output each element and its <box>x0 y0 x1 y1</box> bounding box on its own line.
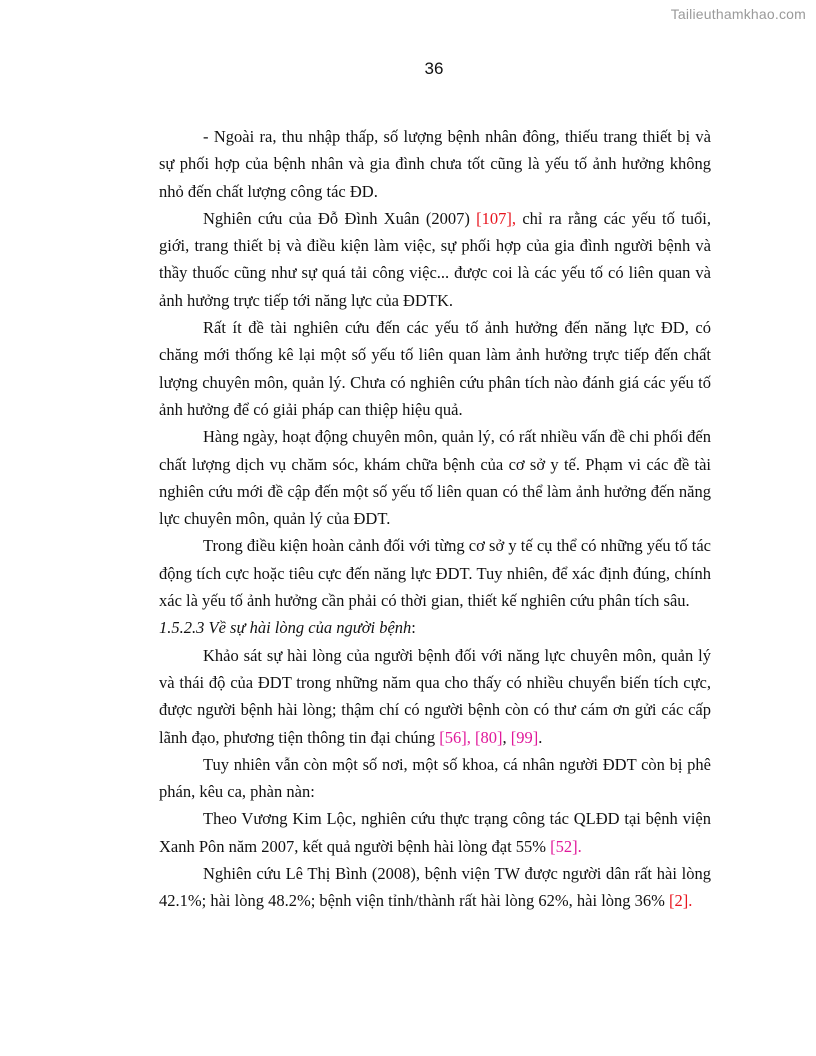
paragraph-text: Khảo sát sự hài lòng của người bệnh đối với năng lực chuyên môn, quản lý và thái độ của ĐDT trong những năm qua cho thấy có nhiều chuyển biến tích cực, được người bệnh hài lòng; thậm chí có người bệnh còn có thư cám ơn gửi các cấp lãnh đạo, phương tiện thông tin đại chúng <box>159 645 711 747</box>
paragraph <box>159 205 711 314</box>
section-heading-colon: : <box>411 618 416 638</box>
citation-link[interactable]: [52]. <box>550 836 582 856</box>
paragraph-text: Nghiên cứu Lê Thị Bình (2008), bệnh viện TW được người dân rất hài lòng 42.1%; hài lòng 48.2%; bệnh viện tỉnh/thành rất hài lòng 62%, hài lòng 36% <box>159 864 711 911</box>
citation-link[interactable]: [56] <box>439 727 467 747</box>
citation-link[interactable]: [80] <box>475 727 503 747</box>
section-heading-text: 1.5.2.3 Về sự hài lòng của người bệnh <box>159 618 412 638</box>
paragraph <box>159 642 711 751</box>
paragraph <box>159 805 711 860</box>
paragraph-text: Theo Vương Kim Lộc, nghiên cứu thực trạng công tác QLĐD tại bệnh viện Xanh Pôn năm 2007, kết quả người bệnh hài lòng đạt 55% <box>159 809 711 856</box>
paragraph: Tuy nhiên vẫn còn một số nơi, một số khoa, cá nhân người ĐDT còn bị phê phán, kêu ca, phàn nàn: <box>159 754 711 802</box>
paragraph-text: chỉ ra rằng các yếu tố tuổi, giới, trang thiết bị và điều kiện làm việc, sự phối hợp của gia đình người bệnh và thầy thuốc cũng như sự quá tải công việc... được coi là các yếu tố có liên quan và ảnh hưởng trực tiếp tới năng lực của ĐDTK. <box>159 208 711 310</box>
paragraph: Rất ít đề tài nghiên cứu đến các yếu tố ảnh hưởng đến năng lực ĐD, có chăng mới thống kê lại một số yếu tố liên quan làm ảnh hưởng trực tiếp đến chất lượng chuyên môn, quản lý. Chưa có nghiên cứu phân tích nào đánh giá các yếu tố ảnh hưởng để có giải pháp can thiệp hiệu quả. <box>159 318 711 419</box>
citation-separator: , <box>466 727 476 747</box>
citation-link[interactable]: [107], <box>476 208 517 228</box>
section-heading <box>159 614 711 641</box>
paragraph-text: Nghiên cứu của Đỗ Đình Xuân (2007) <box>203 208 477 228</box>
paragraph: Trong điều kiện hoàn cảnh đối với từng cơ sở y tế cụ thể có những yếu tố tác động tích cực hoặc tiêu cực đến năng lực ĐDT. Tuy nhiên, để xác định đúng, chính xác là yếu tố ảnh hưởng cần phải có thời gian, thiết kế nghiên cứu phân tích sâu. <box>159 536 711 611</box>
watermark: Tailieuthamkhao.com <box>670 6 806 22</box>
page-body <box>159 123 711 915</box>
paragraph: Hàng ngày, hoạt động chuyên môn, quản lý, có rất nhiều vấn đề chi phối đến chất lượng dịch vụ chăm sóc, khám chữa bệnh của cơ sở y tế. Phạm vi các đề tài nghiên cứu mới đề cập đến một số yếu tố liên quan có thể làm ảnh hưởng đến năng lực chuyên môn, quản lý của ĐDT. <box>159 427 711 529</box>
paragraph: - Ngoài ra, thu nhập thấp, số lượng bệnh nhân đông, thiếu trang thiết bị và sự phối hợp của bệnh nhân và gia đình chưa tốt cũng là yếu tố ảnh hưởng không nhỏ đến chất lượng công tác ĐD. <box>159 127 711 201</box>
paragraph-text: . <box>538 727 543 747</box>
citation-separator: , <box>502 727 511 747</box>
citation-link[interactable]: [2]. <box>669 891 693 911</box>
page-number: 36 <box>424 59 444 78</box>
citation-link[interactable]: [99] <box>510 727 539 747</box>
paragraph <box>159 860 711 915</box>
